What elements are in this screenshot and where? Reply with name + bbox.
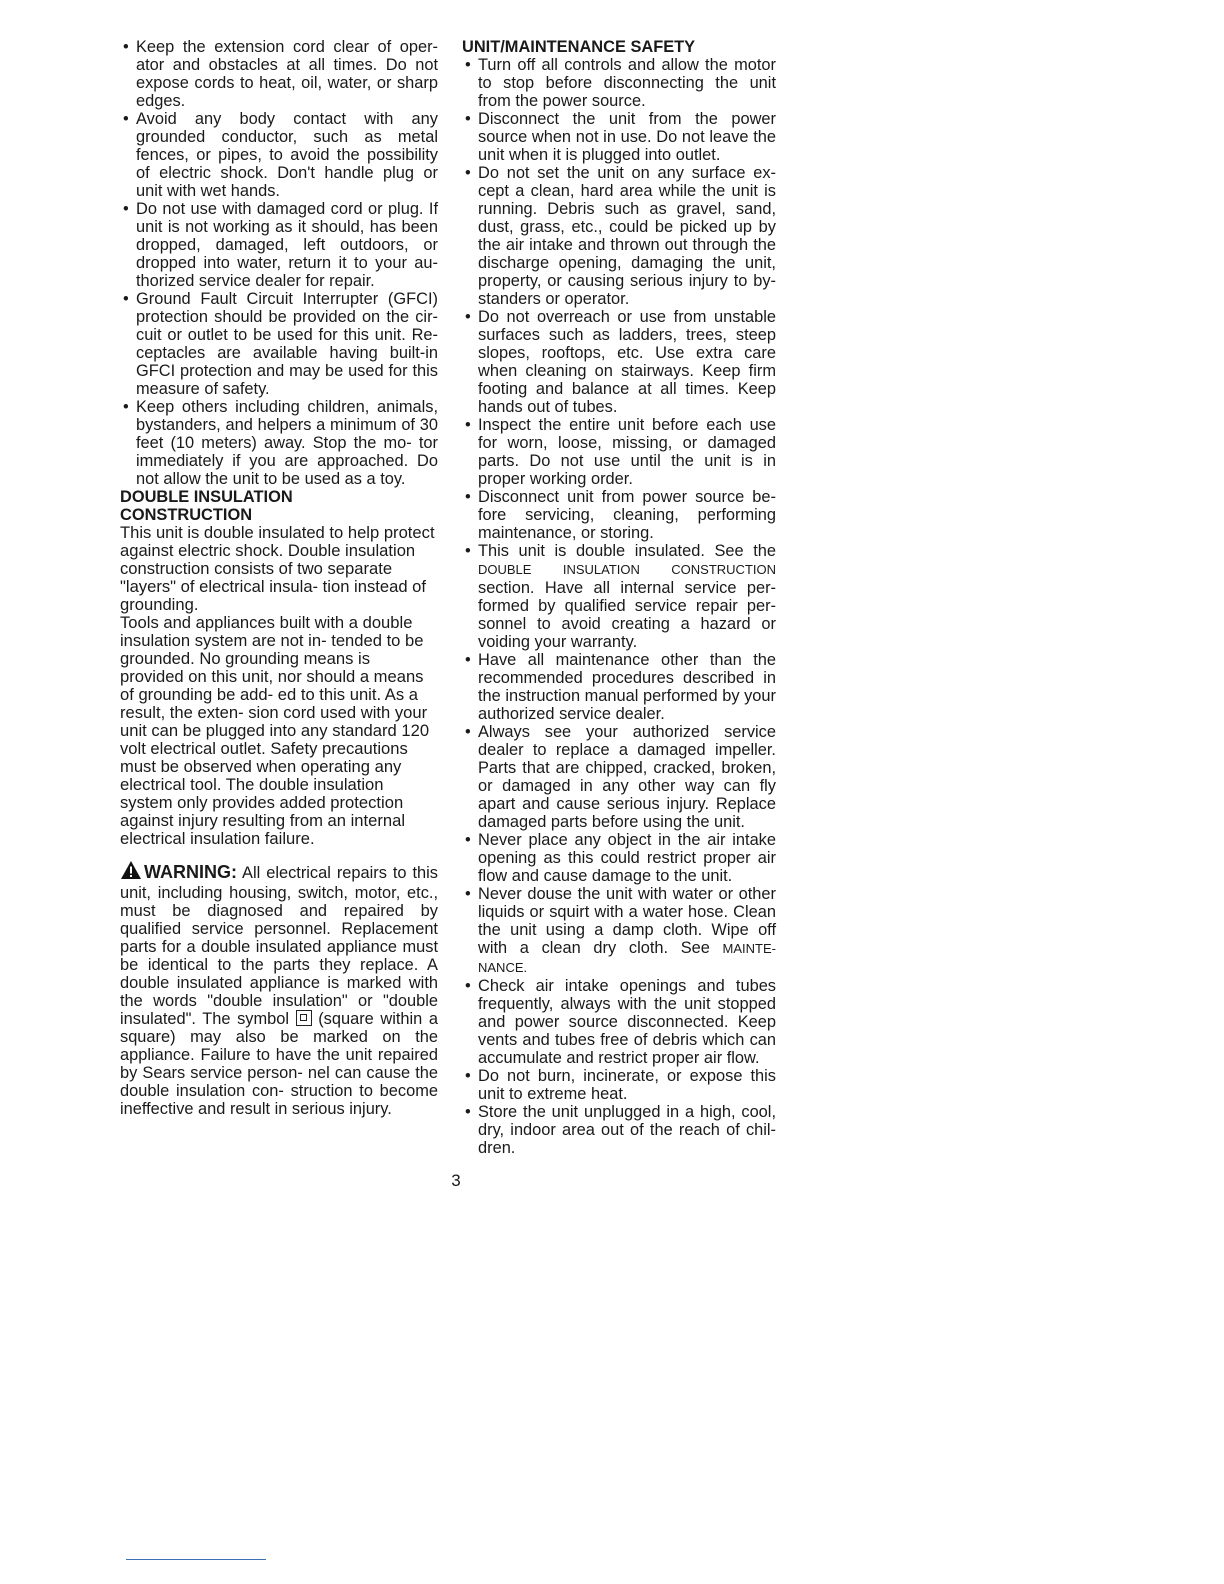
alert-triangle-icon — [120, 860, 142, 884]
heading-line: DOUBLE INSULATION — [120, 488, 293, 506]
divider — [126, 1559, 266, 1560]
list-item: • Avoid any body contact with any grounded conductor, such as metal fences, or pipes, to avoid the possibility of electric shock. Don't handle plug or unit with wet hands. — [120, 110, 438, 200]
list-item: • Turn off all controls and allow the motor to stop before disconnecting the unit from the power source. — [462, 56, 776, 110]
list-item: • Disconnect unit from power source be- fore servicing, cleaning, performing maintenance, or storing. — [462, 488, 776, 542]
double-insulation-section — [120, 488, 438, 848]
right-column — [462, 38, 776, 1157]
item-text: section. Have all internal service per- formed by qualified service repair per- sonnel to avoid creating a hazard or voiding your warranty. — [478, 579, 776, 651]
list-item: • Keep the extension cord clear of oper- ator and obstacles at all times. Do not expose cords to heat, oil, water, or sharp edges. — [120, 38, 438, 110]
unit-maintenance-safety-heading: UNIT/MAINTENANCE SAFETY — [462, 38, 696, 56]
list-item: • Do not overreach or use from unstable surfaces such as ladders, trees, steep slopes, rooftops, etc. Use extra care when cleaning on stairways. Keep firm footing and balance at all times. Keep hands out of tubes. — [462, 308, 776, 416]
double-insulation-paragraph: Tools and appliances built with a double insulation system are not in- tended to be grounded. No grounding means is provided on this unit, nor should a means of grounding be add- ed to this unit. As a result, the exten- sion cord used with your unit can be plugged into any standard 120 volt electrical outlet. Safety precautions must be observed when operating any electrical tool. The double insulation system only provides added protection against injury resulting from an internal electrical insulation failure. — [120, 613, 430, 848]
list-item: • Check air intake openings and tubes frequently, always with the unit stopped and power source disconnected. Keep vents and tubes free of debris which can accumulate and restrict proper air flow. — [462, 977, 776, 1067]
double-insulation-symbol-icon — [296, 1010, 312, 1026]
list-item: • Store the unit unplugged in a high, cool, dry, indoor area out of the reach of chil- dren. — [462, 1103, 776, 1157]
list-item: • Have all maintenance other than the recommended procedures described in the instruction manual performed by your authorized service dealer. — [462, 651, 776, 723]
item-text: Never douse the unit with water or other liquids or squirt with a water hose. Clean the unit using a damp cloth. Wipe off with a clean dry cloth. See — [478, 885, 776, 957]
list-item: • Do not burn, incinerate, or expose this unit to extreme heat. — [462, 1067, 776, 1103]
section-reference: DOUBLE INSULATION CONSTRUCTION — [478, 562, 776, 577]
heading-line: CONSTRUCTION — [120, 506, 253, 524]
double-insulation-heading — [120, 488, 438, 524]
warning-text-continued: (square within a square) may also be marked on the appliance. Failure to have the unit repaired by Sears service person- nel can cause the double insulation con- struction to become ineffective and result in serious injury. — [120, 1010, 438, 1118]
page-number: 3 — [451, 1171, 461, 1190]
list-item — [462, 885, 776, 977]
list-item: • Never place any object in the air intake opening as this could restrict proper air flow and cause damage to the unit. — [462, 831, 776, 885]
list-item: • Do not use with damaged cord or plug. If unit is not working as it should, has been dropped, damaged, left outdoors, or dropped into water, return it to your au- thorized service dealer for repair. — [120, 200, 438, 290]
list-item — [462, 542, 776, 651]
section-reference: MAINTE- NANCE. — [478, 941, 776, 975]
left-column — [120, 38, 438, 1118]
electrical-safety-list — [120, 38, 438, 488]
list-item: • Inspect the entire unit before each use for worn, loose, missing, or damaged parts. Do not use until the unit is in proper working order. — [462, 416, 776, 488]
warning-block — [120, 860, 438, 1118]
list-item: • Do not set the unit on any surface ex- cept a clean, hard area while the unit is running. Debris such as gravel, sand, dust, grass, etc., could be picked up by the air intake and thrown out through the discharge opening, damaging the unit, property, or causing serious injury to by- standers or operator. — [462, 164, 776, 308]
list-item: • Keep others including children, animals, bystanders, and helpers a minimum of 30 feet (10 meters) away. Stop the mo- tor immediately if you are approached. Do not allow the unit to be used as a toy. — [120, 398, 438, 488]
item-text: This unit is double insulated. See the — [478, 542, 776, 560]
warning-label: WARNING: — [144, 862, 237, 882]
list-item: • Ground Fault Circuit Interrupter (GFCI) protection should be provided on the cir- cuit or outlet to be used for this unit. Re- ceptacles are available having built-in GFCI protection and may be used for this measure of safety. — [120, 290, 438, 398]
maintenance-safety-list — [462, 56, 776, 1157]
warning-text: All electrical repairs to this unit, including housing, switch, motor, etc., must be diagnosed and repaired by qualified service personnel. Replacement parts for a double insulated appliance must be identical to the parts they replace. A double insulated appliance is marked with the words "double insulation" or "double insulated". The symbol — [120, 864, 438, 1028]
list-item: • Always see your authorized service dealer to replace a damaged impeller. Parts that are chipped, cracked, broken, or damaged in any other way can fly apart and cause serious injury. Replace damaged parts before using the unit. — [462, 723, 776, 831]
double-insulation-paragraph: This unit is double insulated to help protect against electric shock. Double insulation construction consists of two separate "layers" of electrical insula- tion instead of grounding. — [120, 523, 435, 614]
list-item: • Disconnect the unit from the power source when not in use. Do not leave the unit when it is plugged into outlet. — [462, 110, 776, 164]
